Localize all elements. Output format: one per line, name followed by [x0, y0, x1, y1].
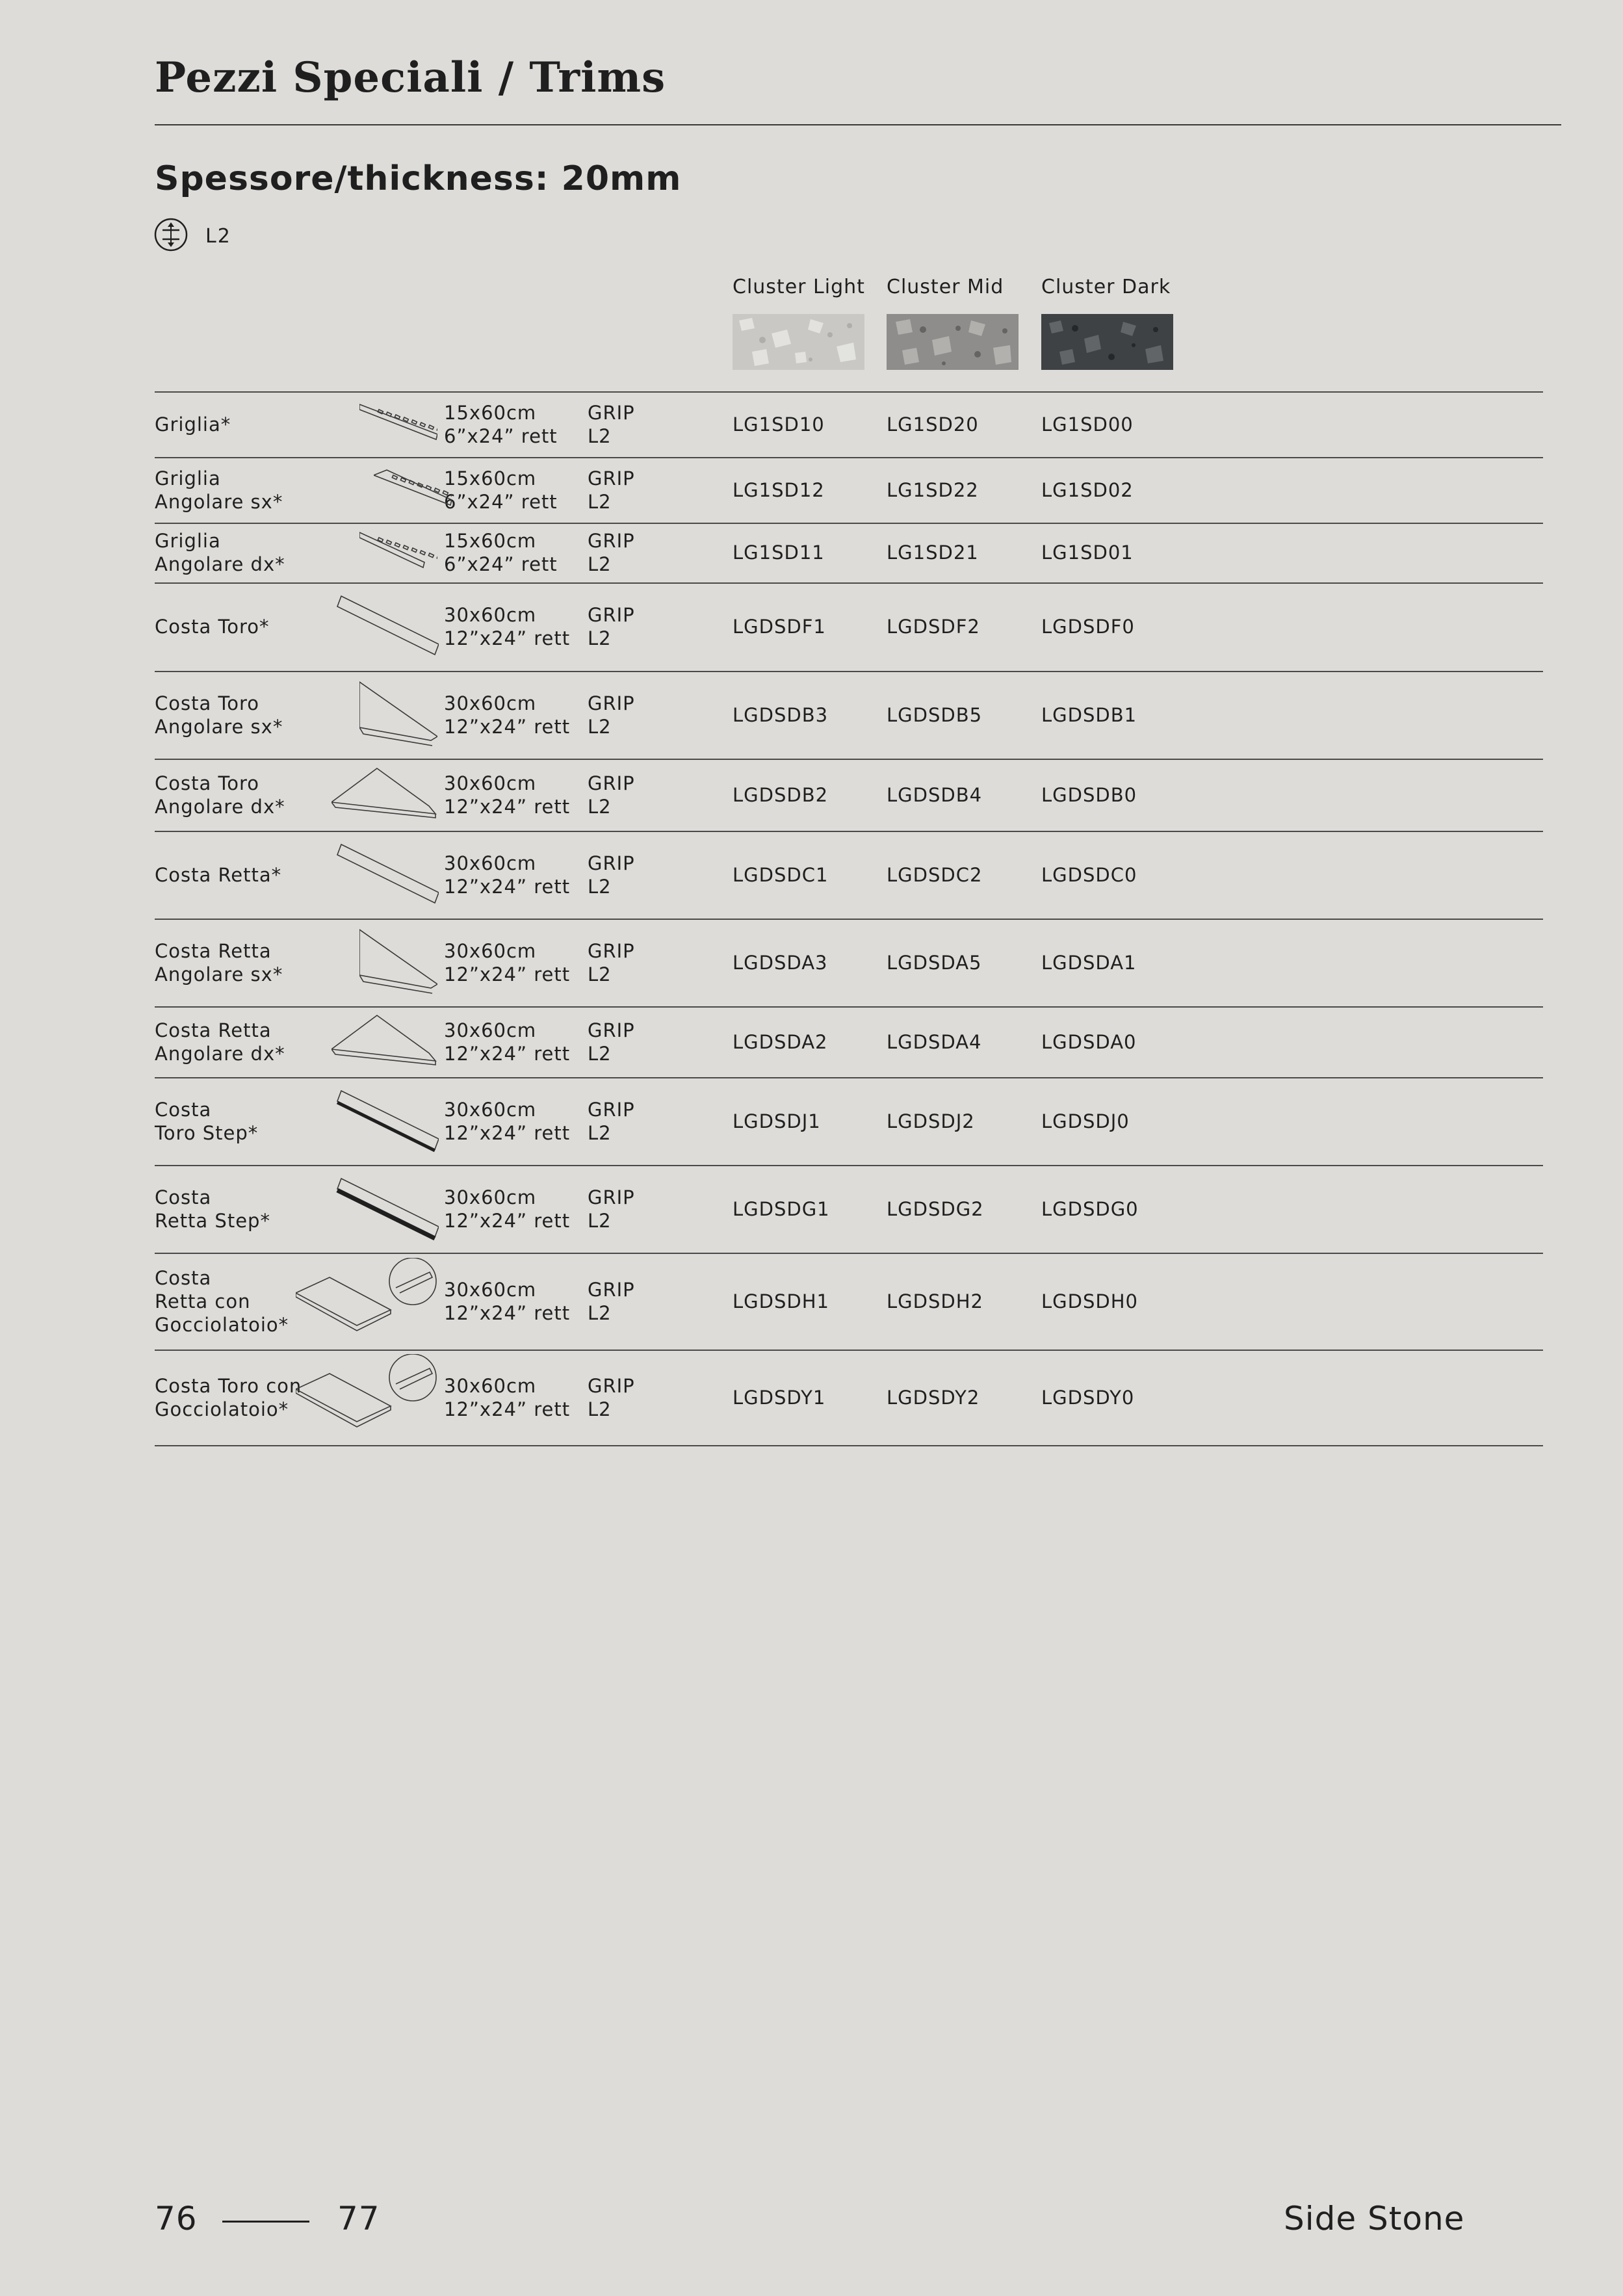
product-size-line: 30x60cm — [444, 1098, 537, 1121]
code-cluster-mid — [887, 1386, 980, 1409]
product-finish — [588, 939, 635, 986]
table-row — [155, 1077, 1543, 1165]
swatch-cluster-light — [733, 314, 864, 370]
code-cluster-dark-line: LGDSDA0 — [1041, 1030, 1137, 1053]
code-cluster-mid — [887, 541, 979, 564]
table-row — [155, 831, 1543, 919]
product-size-line: 30x60cm — [444, 692, 537, 714]
code-cluster-dark — [1041, 478, 1134, 502]
column-header-cluster-mid: Cluster Mid — [887, 276, 1004, 298]
product-name-line: Costa — [155, 1098, 212, 1121]
code-cluster-dark — [1041, 1110, 1130, 1133]
code-cluster-dark-line: LGDSDH0 — [1041, 1290, 1138, 1312]
code-cluster-light-line: LGDSDA2 — [733, 1030, 828, 1053]
product-finish — [588, 1278, 635, 1325]
product-size-line: 12”x24” rett — [444, 627, 571, 649]
row-divider — [155, 671, 1543, 672]
table-row — [155, 1350, 1543, 1445]
product-finish-line: GRIP — [588, 530, 635, 552]
product-size-line: 12”x24” rett — [444, 963, 571, 985]
product-size — [444, 772, 570, 818]
straight-edge-slab-icon — [331, 838, 439, 912]
code-cluster-mid — [887, 951, 981, 974]
code-cluster-mid-line: LGDSDB5 — [887, 703, 983, 726]
product-size — [444, 603, 570, 650]
product-name — [155, 939, 283, 986]
product-size-line: 30x60cm — [444, 852, 537, 874]
code-cluster-dark — [1041, 413, 1134, 436]
code-cluster-light-line: LGDSDG1 — [733, 1197, 830, 1220]
code-cluster-mid-line: LGDSDY2 — [887, 1386, 980, 1409]
product-finish-line: GRIP — [588, 1019, 635, 1041]
product-finish — [588, 1098, 635, 1145]
row-divider — [155, 831, 1543, 832]
product-name-line: Costa Retta — [155, 1019, 272, 1041]
product-name-line: Griglia — [155, 530, 221, 552]
code-cluster-dark-line: LG1SD01 — [1041, 541, 1134, 564]
row-divider — [155, 1445, 1543, 1446]
code-cluster-dark — [1041, 1290, 1138, 1313]
drip-edge-bullnose-icon — [296, 1354, 439, 1441]
product-name — [155, 1098, 258, 1145]
product-name-line: Costa — [155, 1266, 212, 1289]
code-cluster-mid-line: LGDSDH2 — [887, 1290, 983, 1312]
product-size-line: 15x60cm — [444, 467, 537, 489]
page-number-right: 77 — [337, 2200, 380, 2237]
product-name-line: Griglia* — [155, 413, 231, 436]
code-cluster-mid-line: LGDSDC2 — [887, 863, 983, 886]
code-cluster-light-line: LGDSDJ1 — [733, 1110, 821, 1132]
code-cluster-mid-line: LG1SD22 — [887, 478, 979, 501]
code-cluster-light — [733, 1030, 827, 1054]
product-size-line: 6”x24” rett — [444, 490, 558, 513]
code-cluster-mid — [887, 1290, 983, 1313]
product-finish-line: GRIP — [588, 1186, 635, 1208]
row-divider — [155, 919, 1543, 920]
code-cluster-dark — [1041, 783, 1137, 807]
row-divider — [155, 1165, 1543, 1166]
page-number-left: 76 — [155, 2200, 198, 2237]
table-row — [155, 919, 1543, 1006]
product-name-line: Gocciolatoio* — [155, 1398, 289, 1420]
product-finish-line: L2 — [588, 1301, 612, 1324]
title-divider — [155, 124, 1561, 125]
product-name — [155, 1374, 302, 1421]
code-cluster-dark — [1041, 1030, 1136, 1054]
code-cluster-mid — [887, 478, 979, 502]
row-divider — [155, 582, 1543, 584]
product-finish-line: L2 — [588, 490, 612, 513]
code-cluster-dark-line: LGDSDF0 — [1041, 616, 1135, 638]
code-cluster-mid — [887, 863, 982, 887]
code-cluster-mid — [887, 615, 980, 638]
grate-corner-right-icon — [359, 528, 437, 577]
code-cluster-light-line: LG1SD11 — [733, 541, 825, 564]
product-finish-line: GRIP — [588, 1374, 635, 1397]
product-finish — [588, 603, 635, 650]
product-finish — [588, 401, 635, 448]
product-name — [155, 1266, 289, 1337]
code-cluster-dark-line: LG1SD02 — [1041, 478, 1134, 501]
product-name-line: Costa Retta* — [155, 863, 282, 886]
product-size-line: 30x60cm — [444, 1278, 537, 1301]
product-name — [155, 772, 285, 818]
code-cluster-light-line: LGDSDY1 — [733, 1386, 826, 1409]
code-cluster-light — [733, 1197, 830, 1221]
product-size-line: 6”x24” rett — [444, 424, 558, 447]
product-name — [155, 863, 281, 887]
product-size-line: 30x60cm — [444, 772, 537, 794]
product-size-line: 12”x24” rett — [444, 1121, 571, 1144]
product-name-line: Toro Step* — [155, 1121, 259, 1144]
drip-edge-straight-icon — [296, 1258, 439, 1345]
code-cluster-dark — [1041, 1197, 1139, 1221]
product-finish-line: L2 — [588, 553, 612, 575]
product-name — [155, 615, 270, 638]
row-divider — [155, 1077, 1543, 1078]
product-finish-line: L2 — [588, 795, 612, 818]
code-cluster-mid-line: LGDSDB4 — [887, 783, 983, 806]
code-cluster-light — [733, 863, 828, 887]
product-name-line: Costa — [155, 1186, 212, 1208]
product-size-line: 30x60cm — [444, 939, 537, 962]
table-row — [155, 523, 1543, 582]
code-cluster-light-line: LGDSDB3 — [733, 703, 829, 726]
product-finish — [588, 692, 635, 738]
product-name — [155, 467, 283, 514]
code-cluster-light — [733, 783, 828, 807]
code-cluster-dark — [1041, 951, 1136, 974]
product-name — [155, 529, 285, 576]
product-finish-line: GRIP — [588, 939, 635, 962]
product-size-line: 12”x24” rett — [444, 715, 571, 738]
swatch-cluster-mid — [887, 314, 1019, 370]
code-cluster-light — [733, 1110, 821, 1133]
product-size-line: 12”x24” rett — [444, 1398, 571, 1420]
code-cluster-light — [733, 541, 825, 564]
code-cluster-mid-line: LG1SD20 — [887, 413, 979, 436]
product-name-line: Costa Toro — [155, 772, 260, 794]
product-finish-line: GRIP — [588, 1278, 635, 1301]
product-name-line: Angolare dx* — [155, 795, 285, 818]
code-cluster-dark-line: LGDSDA1 — [1041, 951, 1137, 974]
product-finish-line: GRIP — [588, 692, 635, 714]
page-title: Pezzi Speciali / Trims — [155, 53, 666, 102]
code-cluster-light-line: LGDSDH1 — [733, 1290, 829, 1312]
row-divider — [155, 1253, 1543, 1254]
code-cluster-light — [733, 1290, 829, 1313]
table-row — [155, 391, 1543, 457]
product-finish-line: L2 — [588, 1042, 612, 1065]
code-cluster-light — [733, 703, 828, 727]
bullnose-corner-right-icon — [331, 764, 439, 826]
product-size — [444, 939, 570, 986]
code-cluster-dark-line: LGDSDY0 — [1041, 1386, 1135, 1409]
product-finish-line: GRIP — [588, 604, 635, 626]
code-cluster-mid — [887, 1110, 975, 1133]
product-name-line: Costa Toro — [155, 692, 260, 714]
product-name-line: Retta con — [155, 1290, 251, 1312]
product-finish-line: GRIP — [588, 401, 635, 424]
product-size — [444, 1374, 570, 1421]
product-size — [444, 401, 558, 448]
code-cluster-dark — [1041, 1386, 1134, 1409]
product-finish — [588, 1374, 635, 1421]
product-finish-line: L2 — [588, 875, 612, 898]
product-name-line: Costa Retta — [155, 939, 272, 962]
product-size-line: 12”x24” rett — [444, 875, 571, 898]
code-cluster-dark-line: LGDSDG0 — [1041, 1197, 1139, 1220]
product-name — [155, 692, 283, 738]
row-divider — [155, 759, 1543, 760]
thickness-icon — [153, 217, 188, 252]
product-size-line: 15x60cm — [444, 401, 537, 424]
product-size-line: 30x60cm — [444, 1019, 537, 1041]
row-divider — [155, 523, 1543, 524]
product-finish-line: L2 — [588, 1398, 612, 1420]
product-finish-line: GRIP — [588, 852, 635, 874]
code-cluster-light-line: LGDSDB2 — [733, 783, 829, 806]
code-cluster-mid-line: LG1SD21 — [887, 541, 979, 564]
bullnose-slab-icon — [331, 590, 439, 664]
product-finish-line: L2 — [588, 1209, 612, 1232]
code-cluster-light — [733, 478, 825, 502]
bullnose-corner-left-icon — [359, 678, 437, 752]
row-divider — [155, 1006, 1543, 1008]
product-name-line: Gocciolatoio* — [155, 1313, 289, 1336]
table-row — [155, 1006, 1543, 1077]
product-finish-line: GRIP — [588, 772, 635, 794]
product-size — [444, 529, 558, 576]
grate-icon — [359, 400, 437, 449]
product-size-line: 30x60cm — [444, 1374, 537, 1397]
code-cluster-mid-line: LGDSDA5 — [887, 951, 982, 974]
code-cluster-mid — [887, 783, 982, 807]
product-name-line: Costa Toro con — [155, 1374, 302, 1397]
product-finish — [588, 772, 635, 818]
code-cluster-dark-line: LGDSDB0 — [1041, 783, 1137, 806]
product-finish — [588, 467, 635, 514]
product-size-line: 12”x24” rett — [444, 1042, 571, 1065]
product-finish — [588, 529, 635, 576]
product-size — [444, 1278, 570, 1325]
bullnose-step-icon — [331, 1084, 439, 1158]
column-header-cluster-light: Cluster Light — [733, 276, 865, 298]
product-size-line: 15x60cm — [444, 530, 537, 552]
product-size — [444, 1098, 570, 1145]
code-cluster-mid-line: LGDSDF2 — [887, 616, 980, 638]
thickness-subtitle: Spessore/thickness: 20mm — [155, 159, 682, 198]
row-divider — [155, 457, 1543, 458]
code-cluster-light-line: LGDSDF1 — [733, 616, 826, 638]
product-size-line: 12”x24” rett — [444, 795, 571, 818]
product-finish-line: L2 — [588, 963, 612, 985]
code-cluster-light — [733, 413, 825, 436]
product-finish — [588, 1186, 635, 1233]
straight-corner-right-icon — [331, 1011, 439, 1073]
table-row — [155, 671, 1543, 759]
code-cluster-light — [733, 1386, 825, 1409]
product-size — [444, 467, 558, 514]
code-cluster-light-line: LGDSDC1 — [733, 863, 829, 886]
product-size-line: 30x60cm — [444, 604, 537, 626]
code-cluster-mid-line: LGDSDG2 — [887, 1197, 984, 1220]
code-cluster-light-line: LG1SD12 — [733, 478, 825, 501]
product-finish-line: GRIP — [588, 1098, 635, 1121]
grate-corner-left-icon — [374, 466, 452, 514]
table-row — [155, 582, 1543, 671]
straight-step-icon — [331, 1172, 439, 1246]
code-cluster-mid — [887, 1030, 981, 1054]
code-cluster-mid — [887, 703, 982, 727]
product-size — [444, 852, 570, 898]
straight-corner-left-icon — [359, 926, 437, 1000]
code-cluster-light-line: LGDSDA3 — [733, 951, 828, 974]
product-name-line: Angolare sx* — [155, 963, 283, 985]
code-cluster-dark-line: LGDSDC0 — [1041, 863, 1137, 886]
code-cluster-light — [733, 951, 827, 974]
product-name — [155, 413, 231, 436]
product-name-line: Angolare dx* — [155, 1042, 285, 1065]
code-cluster-mid-line: LGDSDA4 — [887, 1030, 982, 1053]
code-cluster-dark — [1041, 863, 1137, 887]
code-cluster-dark — [1041, 703, 1137, 727]
product-name-line: Griglia — [155, 467, 221, 489]
finish-label: L2 — [205, 225, 231, 248]
product-name-line: Angolare dx* — [155, 553, 285, 575]
product-size — [444, 1019, 570, 1065]
code-cluster-light — [733, 615, 826, 638]
column-header-cluster-dark: Cluster Dark — [1041, 276, 1171, 298]
table-row — [155, 1165, 1543, 1253]
code-cluster-dark-line: LGDSDJ0 — [1041, 1110, 1130, 1132]
row-divider — [155, 391, 1543, 393]
product-size-line: 12”x24” rett — [444, 1301, 571, 1324]
product-finish-line: L2 — [588, 715, 612, 738]
page-number-divider — [222, 2221, 309, 2223]
product-size-line: 12”x24” rett — [444, 1209, 571, 1232]
code-cluster-dark-line: LG1SD00 — [1041, 413, 1134, 436]
product-finish-line: L2 — [588, 627, 612, 649]
product-name-line: Retta Step* — [155, 1209, 270, 1232]
code-cluster-mid — [887, 413, 979, 436]
code-cluster-light-line: LG1SD10 — [733, 413, 825, 436]
code-cluster-mid — [887, 1197, 984, 1221]
product-finish — [588, 1019, 635, 1065]
product-finish — [588, 852, 635, 898]
swatch-cluster-dark — [1041, 314, 1173, 370]
row-divider — [155, 1350, 1543, 1351]
product-name — [155, 1186, 270, 1233]
product-name-line: Costa Toro* — [155, 616, 270, 638]
code-cluster-dark — [1041, 541, 1134, 564]
product-size-line: 6”x24” rett — [444, 553, 558, 575]
product-size-line: 30x60cm — [444, 1186, 537, 1208]
code-cluster-dark — [1041, 615, 1135, 638]
product-finish-line: GRIP — [588, 467, 635, 489]
table-row — [155, 457, 1543, 523]
product-finish-line: L2 — [588, 1121, 612, 1144]
brand-name: Side Stone — [1284, 2200, 1465, 2237]
product-name-line: Angolare sx* — [155, 490, 283, 513]
code-cluster-dark-line: LGDSDB1 — [1041, 703, 1137, 726]
product-name — [155, 1019, 285, 1065]
table-row — [155, 1253, 1543, 1350]
code-cluster-mid-line: LGDSDJ2 — [887, 1110, 975, 1132]
product-size — [444, 692, 570, 738]
table-row — [155, 759, 1543, 831]
product-finish-line: L2 — [588, 424, 612, 447]
product-size — [444, 1186, 570, 1233]
product-name-line: Angolare sx* — [155, 715, 283, 738]
